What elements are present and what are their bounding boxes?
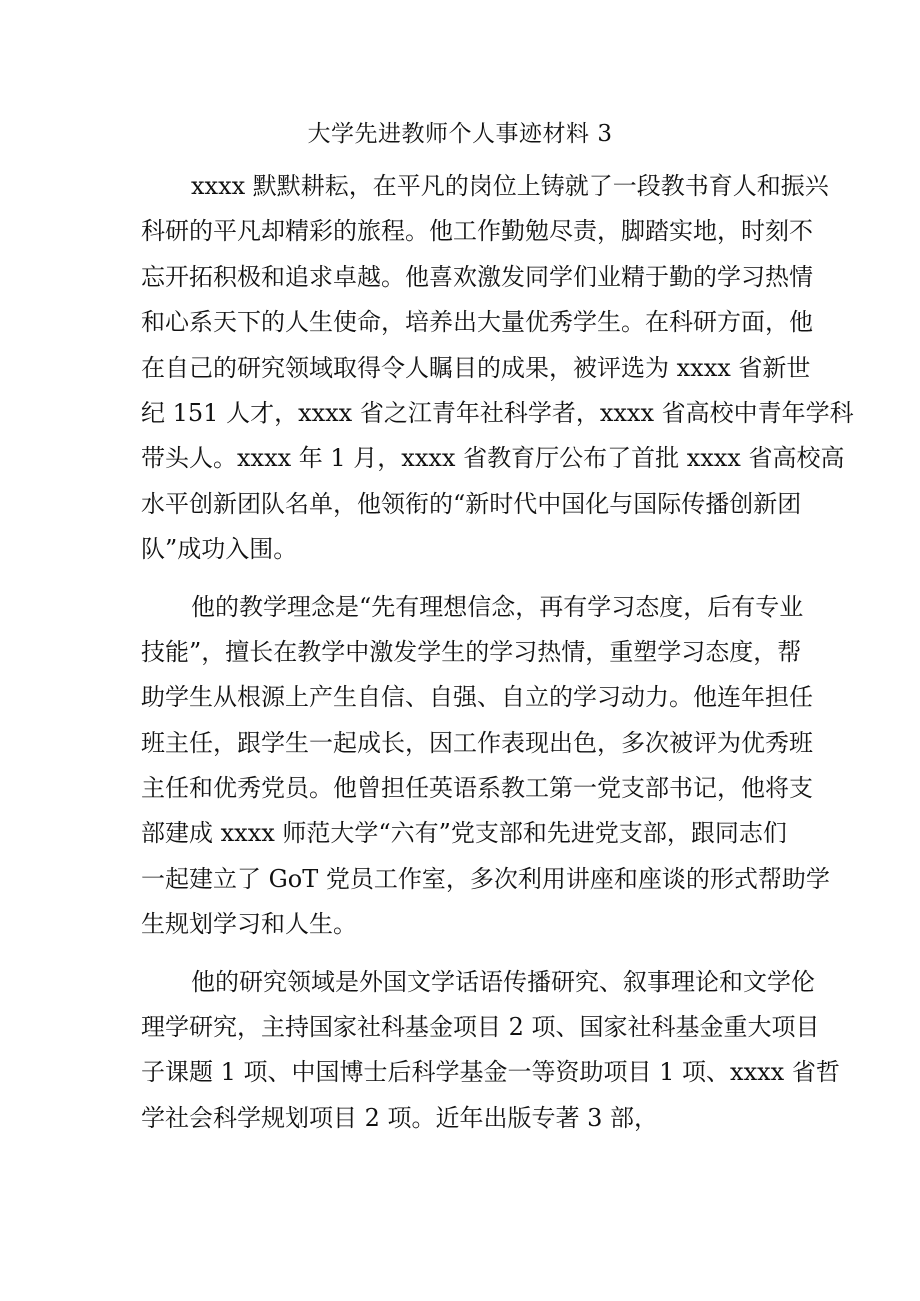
document-title: 大学先进教师个人事迹材料 3 <box>307 121 613 147</box>
paragraph-line: 他的教学理念是“先有理想信念，再有学习态度，后有专业 <box>191 592 804 621</box>
paragraph-line: 和心系天下的人生使命，培养出大量优秀学生。在科研方面，他 <box>141 308 813 337</box>
paragraph-line: xxxx 默默耕耘，在平凡的岗位上铸就了一段教书育人和振兴 <box>191 172 829 200</box>
paragraph-line: 他的研究领域是外国文学话语传播研究、叙事理论和文学伦 <box>191 967 815 996</box>
paragraph-line: 忘开拓积极和追求卓越。他喜欢激发同学们业精于勤的学习热情 <box>141 262 813 291</box>
paragraph-line: 水平创新团队名单，他领衔的“新时代中国化与国际传播创新团 <box>141 489 802 518</box>
paragraph-line: 队”成功入围。 <box>141 535 298 564</box>
paragraph-line: 子课题 1 项、中国博士后科学基金一等资助项目 1 项、xxxx 省哲 <box>141 1058 840 1087</box>
paragraph-line: 理学研究，主持国家社科基金项目 2 项、国家社科基金重大项目 <box>141 1013 820 1042</box>
document-body <box>141 164 854 1141</box>
paragraph-2 <box>141 585 830 948</box>
paragraph-line: 在自己的研究领域取得令人瞩目的成果，被评选为 xxxx 省新世 <box>141 353 811 382</box>
paragraph-line: 班主任，跟学生一起成长，因工作表现出色，多次被评为优秀班 <box>141 728 813 757</box>
paragraph-line: 技能”，擅长在教学中激发学生的学习热情，重塑学习态度，帮 <box>141 637 802 666</box>
paragraph-line: 主任和优秀党员。他曾担任英语系教工第一党支部书记，他将支 <box>141 774 813 803</box>
paragraph-1 <box>141 164 854 573</box>
paragraph-line: 部建成 xxxx 师范大学“六有”党支部和先进党支部，跟同志们 <box>141 819 787 848</box>
paragraph-line: 科研的平凡却精彩的旅程。他工作勤勉尽责，脚踏实地，时刻不 <box>141 217 813 246</box>
paragraph-line: 一起建立了 GoT 党员工作室，多次利用讲座和座谈的形式帮助学 <box>141 864 830 893</box>
paragraph-line: 纪 151 人才，xxxx 省之江青年社科学者，xxxx 省高校中青年学科 <box>141 398 854 427</box>
paragraph-line: 助学生从根源上产生自信、自强、自立的学习动力。他连年担任 <box>141 683 813 712</box>
paragraph-line: 生规划学习和人生。 <box>141 910 357 939</box>
paragraph-3 <box>141 960 840 1142</box>
paragraph-line: 学社会科学规划项目 2 项。近年出版专著 3 部， <box>141 1103 659 1132</box>
paragraph-line: 带头人。xxxx 年 1 月，xxxx 省教育厅公布了首批 xxxx 省高校高 <box>141 444 845 473</box>
